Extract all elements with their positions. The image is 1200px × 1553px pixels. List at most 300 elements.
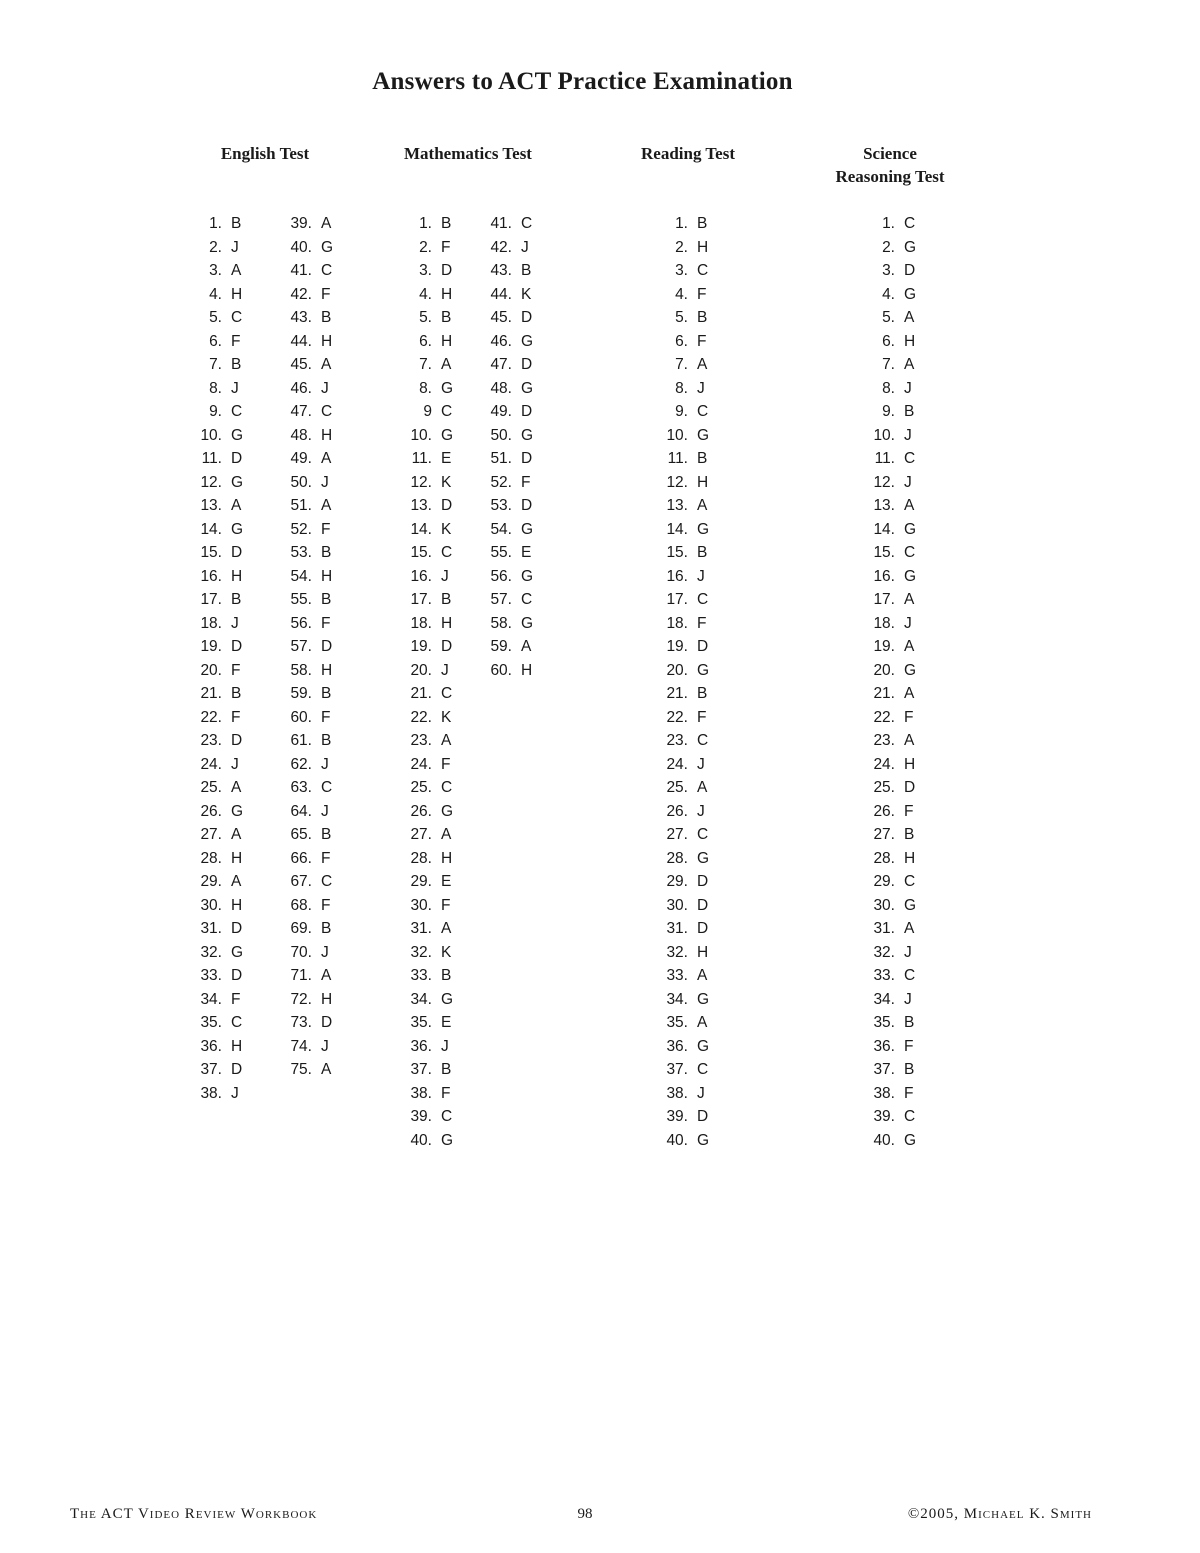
answer-row (656, 447, 721, 471)
answer-letter: K (441, 520, 452, 538)
question-number: 2. (882, 238, 895, 256)
answer-row (656, 236, 721, 260)
answer-row (190, 753, 255, 777)
answer-row (480, 377, 545, 401)
question-number: 16. (666, 567, 688, 585)
reading-answers-col (656, 212, 721, 1152)
question-number: 12. (200, 473, 222, 491)
question-number: 43. (490, 262, 512, 279)
answer-letter: H (231, 567, 243, 585)
answer-letter: F (231, 332, 241, 350)
question-number: 6. (882, 332, 895, 350)
answer-row (656, 682, 721, 706)
answer-row (190, 236, 255, 260)
question-number: 33. (410, 967, 432, 984)
question-number: 67. (290, 873, 312, 890)
answer-row (400, 400, 465, 424)
answer-row (863, 1129, 928, 1153)
answer-letter: F (904, 1084, 914, 1102)
answer-row (400, 424, 465, 448)
answer-letter: G (521, 614, 534, 632)
question-number: 6. (209, 332, 222, 350)
answer-row (190, 917, 255, 941)
question-number: 49. (490, 403, 512, 420)
answer-letter: E (521, 544, 532, 561)
question-number: 31. (873, 920, 895, 937)
answer-letter: G (904, 567, 917, 585)
answer-letter: E (441, 450, 452, 467)
question-number: 14. (410, 520, 432, 538)
question-number: 56. (490, 567, 512, 585)
question-number: 69. (290, 920, 312, 937)
answer-letter: C (441, 1108, 453, 1125)
question-number: 23. (410, 732, 432, 749)
answer-row (480, 283, 545, 307)
question-number: 37. (666, 1061, 688, 1078)
answer-letter: B (321, 685, 332, 702)
answer-letter: C (441, 544, 453, 561)
answer-letter: D (697, 920, 709, 937)
question-number: 66. (290, 849, 312, 867)
answer-letter: G (697, 426, 710, 444)
answer-row (280, 776, 345, 800)
answer-letter: A (231, 262, 242, 279)
question-number: 20. (666, 661, 688, 679)
answer-letter: H (321, 426, 333, 444)
answer-row (280, 471, 345, 495)
answer-letter: A (904, 685, 915, 702)
answer-row (280, 353, 345, 377)
answer-row (656, 635, 721, 659)
question-number: 46. (290, 379, 312, 397)
answer-letter: J (904, 379, 912, 397)
question-number: 28. (200, 849, 222, 867)
answer-row (190, 259, 255, 283)
answer-letter: A (321, 1061, 332, 1078)
answer-letter: A (904, 497, 915, 514)
question-number: 35. (200, 1014, 222, 1031)
answer-letter: A (231, 497, 242, 514)
answer-letter: G (904, 520, 917, 538)
answer-letter: B (521, 262, 532, 279)
answer-letter: D (231, 920, 243, 937)
answer-row (863, 682, 928, 706)
answer-letter: D (231, 450, 243, 467)
question-number: 37. (873, 1061, 895, 1078)
question-number: 11. (667, 450, 688, 467)
question-number: 24. (666, 755, 688, 773)
answer-row (656, 400, 721, 424)
answer-letter: B (321, 544, 332, 561)
answer-row (190, 682, 255, 706)
answer-row (863, 565, 928, 589)
answer-letter: C (441, 779, 453, 796)
answer-row (190, 377, 255, 401)
answer-letter: B (441, 309, 452, 326)
question-number: 35. (410, 1014, 432, 1031)
answer-row (400, 964, 465, 988)
answer-letter: G (904, 238, 917, 256)
answer-letter: F (441, 1084, 451, 1102)
answer-row (656, 377, 721, 401)
answer-row (400, 212, 465, 236)
answer-letter: D (441, 262, 453, 279)
question-number: 31. (410, 920, 432, 937)
answer-row (280, 1058, 345, 1082)
answer-row (280, 847, 345, 871)
question-number: 33. (873, 967, 895, 984)
answer-letter: D (231, 732, 243, 749)
answer-letter: B (441, 215, 452, 232)
answer-letter: H (441, 614, 453, 632)
answer-letter: C (697, 403, 709, 420)
answer-row (656, 988, 721, 1012)
answer-row (656, 659, 721, 683)
answer-row (656, 1129, 721, 1153)
answer-letter: D (321, 638, 333, 655)
answer-letter: D (521, 356, 533, 373)
question-number: 47. (290, 403, 312, 420)
question-number: 14. (873, 520, 895, 538)
answer-row (863, 1035, 928, 1059)
answer-letter: H (321, 990, 333, 1008)
answer-letter: F (441, 238, 451, 256)
answer-row (280, 917, 345, 941)
answer-letter: C (321, 403, 333, 420)
answer-letter: G (521, 379, 534, 397)
question-number: 28. (873, 849, 895, 867)
answer-row (190, 283, 255, 307)
mathematics-test-header: Mathematics Test (404, 144, 532, 163)
answer-letter: F (231, 661, 241, 679)
question-number: 32. (666, 943, 688, 961)
question-number: 33. (200, 967, 222, 984)
answer-letter: D (904, 779, 916, 796)
answer-letter: F (321, 285, 331, 303)
answer-row (190, 541, 255, 565)
question-number: 41. (290, 262, 312, 279)
answer-row (863, 917, 928, 941)
question-number: 16. (410, 567, 432, 585)
question-number: 7. (209, 356, 222, 373)
answer-letter: F (321, 708, 331, 726)
question-number: 2. (675, 238, 688, 256)
answer-letter: D (697, 896, 709, 914)
answer-letter: C (697, 262, 709, 279)
question-number: 26. (410, 802, 432, 820)
question-number: 1. (675, 215, 688, 232)
question-number: 22. (410, 708, 432, 726)
answer-row (400, 494, 465, 518)
question-number: 8. (209, 379, 222, 397)
question-number: 8. (882, 379, 895, 397)
question-number: 3. (419, 262, 432, 279)
answer-letter: B (697, 450, 708, 467)
answer-letter: K (441, 708, 452, 726)
answer-row (280, 1011, 345, 1035)
answer-row (863, 518, 928, 542)
answer-row (656, 494, 721, 518)
answer-row (190, 494, 255, 518)
answer-row (863, 541, 928, 565)
question-number: 28. (666, 849, 688, 867)
answer-letter: J (697, 802, 705, 820)
question-number: 43. (290, 309, 312, 326)
question-number: 57. (290, 638, 312, 655)
question-number: 9 (423, 403, 432, 420)
question-number: 23. (666, 732, 688, 749)
question-number: 1. (882, 215, 895, 232)
answer-letter: J (904, 473, 912, 491)
answer-row (863, 659, 928, 683)
answer-row (280, 941, 345, 965)
answer-letter: B (904, 403, 915, 420)
answer-row (400, 1011, 465, 1035)
answer-letter: F (321, 896, 331, 914)
answer-letter: A (441, 356, 452, 373)
answer-letter: J (441, 661, 449, 679)
question-number: 35. (873, 1014, 895, 1031)
question-number: 64. (290, 802, 312, 820)
answer-letter: J (904, 426, 912, 444)
question-number: 15. (873, 544, 895, 561)
answer-letter: C (231, 309, 243, 326)
answer-letter: J (321, 943, 329, 961)
footer-book-title: The ACT Video Review Workbook (70, 1506, 318, 1522)
question-number: 13. (410, 497, 432, 514)
question-number: 27. (410, 826, 432, 843)
answer-row (280, 588, 345, 612)
question-number: 25. (200, 779, 222, 796)
question-number: 29. (666, 873, 688, 890)
answer-letter: J (321, 379, 329, 397)
answer-letter: C (697, 826, 709, 843)
answer-row (863, 729, 928, 753)
question-number: 28. (410, 849, 432, 867)
question-number: 6. (419, 332, 432, 350)
question-number: 30. (873, 896, 895, 914)
answer-letter: D (521, 309, 533, 326)
answer-letter: H (904, 332, 916, 350)
answer-row (400, 682, 465, 706)
answer-row (400, 635, 465, 659)
answer-row (480, 424, 545, 448)
answer-row (400, 377, 465, 401)
question-number: 38. (873, 1084, 895, 1102)
answer-letter: A (904, 309, 915, 326)
answer-letter: D (231, 638, 243, 655)
question-number: 36. (873, 1037, 895, 1055)
answer-row (400, 1129, 465, 1153)
question-number: 22. (200, 708, 222, 726)
answer-letter: J (904, 990, 912, 1008)
question-number: 17. (873, 591, 895, 608)
answer-row (656, 1035, 721, 1059)
answer-letter: A (321, 356, 332, 373)
question-number: 59. (290, 685, 312, 702)
question-number: 50. (490, 426, 512, 444)
answer-row (863, 283, 928, 307)
answer-row (400, 588, 465, 612)
question-number: 23. (873, 732, 895, 749)
answer-row (863, 1105, 928, 1129)
answer-letter: A (321, 967, 332, 984)
question-number: 5. (882, 309, 895, 326)
question-number: 41. (490, 215, 512, 232)
question-number: 63. (290, 779, 312, 796)
answer-row (656, 964, 721, 988)
answer-letter: A (697, 967, 708, 984)
answer-row (190, 706, 255, 730)
answer-row (190, 612, 255, 636)
question-number: 47. (490, 356, 512, 373)
answer-letter: G (697, 990, 710, 1008)
question-number: 5. (209, 309, 222, 326)
answer-letter: C (904, 967, 916, 984)
question-number: 51. (490, 450, 512, 467)
question-number: 48. (290, 426, 312, 444)
answer-letter: F (321, 849, 331, 867)
answer-row (400, 541, 465, 565)
question-number: 53. (290, 544, 312, 561)
answer-letter: A (321, 450, 332, 467)
answer-letter: D (321, 1014, 333, 1031)
answer-letter: K (521, 285, 532, 303)
question-number: 39. (666, 1108, 688, 1125)
question-number: 19. (666, 638, 688, 655)
question-number: 16. (873, 567, 895, 585)
answer-row (656, 729, 721, 753)
question-number: 70. (290, 943, 312, 961)
answer-letter: G (231, 520, 244, 538)
question-number: 30. (200, 896, 222, 914)
question-number: 3. (209, 262, 222, 279)
answer-letter: A (697, 356, 708, 373)
question-number: 12. (410, 473, 432, 491)
answer-letter: C (904, 450, 916, 467)
question-number: 51. (290, 497, 312, 514)
answer-row (190, 1058, 255, 1082)
answer-letter: A (904, 920, 915, 937)
science-answers-col (863, 212, 928, 1152)
answer-letter: J (231, 238, 239, 256)
answer-letter: G (321, 238, 334, 256)
answer-row (656, 612, 721, 636)
answer-row (863, 612, 928, 636)
answer-row (400, 612, 465, 636)
question-number: 21. (410, 685, 432, 702)
answer-row (400, 236, 465, 260)
answer-row (190, 565, 255, 589)
question-number: 27. (873, 826, 895, 843)
answer-letter: F (521, 473, 531, 491)
answer-row (480, 494, 545, 518)
question-number: 25. (410, 779, 432, 796)
answer-letter: J (231, 614, 239, 632)
question-number: 30. (666, 896, 688, 914)
answer-letter: B (321, 591, 332, 608)
question-number: 29. (200, 873, 222, 890)
answer-row (863, 988, 928, 1012)
question-number: 8. (675, 379, 688, 397)
question-number: 19. (200, 638, 222, 655)
question-number: 61. (290, 732, 312, 749)
answer-letter: C (904, 1108, 916, 1125)
answer-letter: J (521, 238, 529, 256)
answer-letter: G (521, 567, 534, 585)
answer-row (400, 847, 465, 871)
question-number: 34. (200, 990, 222, 1008)
question-number: 13. (666, 497, 688, 514)
answer-row (863, 1058, 928, 1082)
answer-letter: G (441, 379, 454, 397)
answer-row (190, 306, 255, 330)
answer-letter: C (697, 591, 709, 608)
answer-row (190, 894, 255, 918)
english-answers-col-1 (190, 212, 255, 1105)
answer-letter: F (904, 708, 914, 726)
question-number: 55. (490, 544, 512, 561)
answer-row (190, 353, 255, 377)
question-number: 5. (419, 309, 432, 326)
answer-row (656, 706, 721, 730)
answer-letter: G (231, 802, 244, 820)
answer-letter: H (697, 473, 709, 491)
answer-row (190, 847, 255, 871)
answer-letter: C (321, 779, 333, 796)
answer-row (656, 518, 721, 542)
answer-letter: D (521, 497, 533, 514)
answer-row (280, 447, 345, 471)
answer-letter: B (321, 732, 332, 749)
answer-letter: D (521, 450, 533, 467)
answer-row (400, 1058, 465, 1082)
answer-row (400, 823, 465, 847)
answer-letter: A (521, 638, 532, 655)
answer-row (863, 212, 928, 236)
answer-letter: G (904, 1131, 917, 1149)
answer-row (190, 800, 255, 824)
answer-letter: A (904, 638, 915, 655)
question-number: 1. (419, 215, 432, 232)
answer-row (280, 541, 345, 565)
answer-row (863, 471, 928, 495)
answer-row (280, 377, 345, 401)
answer-letter: B (697, 309, 708, 326)
answer-row (656, 1011, 721, 1035)
answer-letter: F (231, 708, 241, 726)
answer-letter: H (441, 849, 453, 867)
answer-row (280, 518, 345, 542)
answer-letter: A (441, 920, 452, 937)
answer-row (190, 1035, 255, 1059)
answer-letter: F (697, 614, 707, 632)
answer-row (863, 330, 928, 354)
question-number: 24. (873, 755, 895, 773)
question-number: 42. (490, 238, 512, 256)
answer-letter: A (321, 497, 332, 514)
answer-letter: J (231, 1084, 239, 1102)
answer-letter: G (441, 802, 454, 820)
answer-row (863, 964, 928, 988)
page-title: Answers to ACT Practice Examination (372, 68, 793, 95)
question-number: 71. (290, 967, 312, 984)
answer-letter: C (697, 732, 709, 749)
answer-row (656, 823, 721, 847)
answer-row (400, 753, 465, 777)
question-number: 40. (666, 1131, 688, 1149)
answer-row (190, 823, 255, 847)
